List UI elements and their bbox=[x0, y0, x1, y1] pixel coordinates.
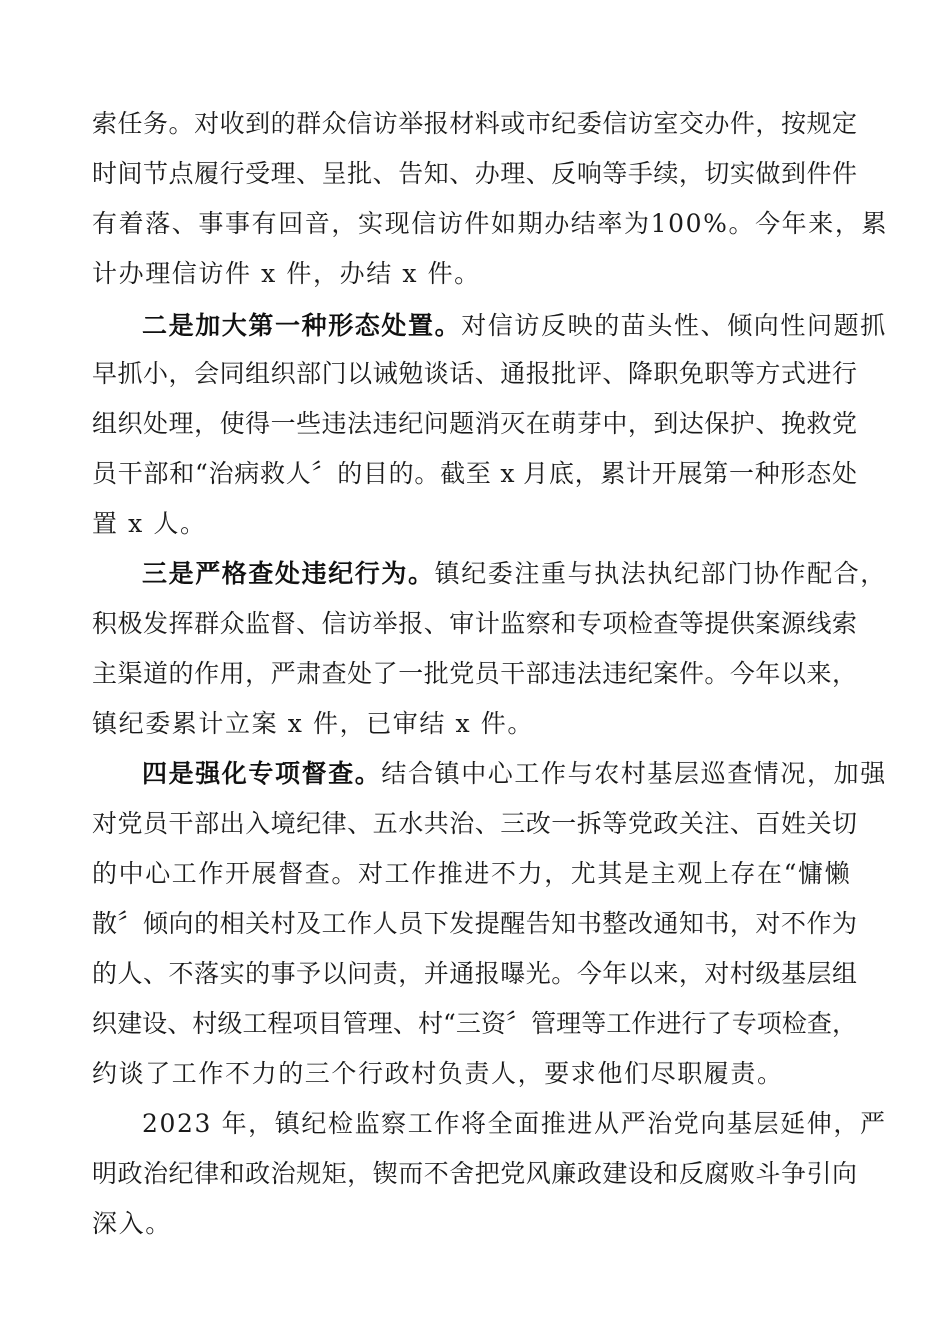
text-line: 索任务。对收到的群众信访举报材料或市纪委信访室交办件，按规定 bbox=[92, 109, 857, 138]
text-line: 明政治纪律和政治规矩，锲而不舍把党风廉政建设和反腐败斗争引向 bbox=[92, 1159, 857, 1188]
text-line bbox=[142, 306, 887, 346]
text-line: 约谈了工作不力的三个行政村负责人，要求他们尽职履责。 bbox=[92, 1059, 784, 1088]
text-line: 置 x 人。 bbox=[92, 509, 207, 538]
text-line: 对党员干部出入境纪律、五水共治、三改一拆等党政关注、百姓关切 bbox=[92, 809, 857, 838]
text-line: 有着落、事事有回音，实现信访件如期办结率为100%。今年来，累 bbox=[92, 209, 889, 238]
text-line: 织建设、村级工程项目管理、村“三资〞管理等工作进行了专项检查， bbox=[92, 1009, 857, 1038]
text-line: 的人、不落实的事予以问责，并通报曝光。今年以来，对村级基层组 bbox=[92, 959, 857, 988]
text-line: 积极发挥群众监督、信访举报、审计监察和专项检查等提供案源线索 bbox=[92, 609, 857, 638]
heading-continuation: 镇纪委注重与执法执纪部门协作配合， bbox=[434, 559, 887, 588]
text-line bbox=[142, 554, 887, 594]
section-heading: 四是强化专项督查。 bbox=[142, 759, 382, 788]
text-line: 主渠道的作用，严肃查处了一批党员干部违法违纪案件。今年以来， bbox=[92, 659, 857, 688]
text-line: 镇纪委累计立案 x 件，已审结 x 件。 bbox=[92, 709, 534, 738]
text-line: 2023 年，镇纪检监察工作将全面推进从严治党向基层延伸，严 bbox=[142, 1109, 887, 1138]
text-line: 员干部和“治病救人〞的目的。截至 x 月底，累计开展第一种形态处 bbox=[92, 459, 857, 488]
text-line: 的中心工作开展督查。对工作推进不力，尤其是主观上存在“慵懒 bbox=[92, 859, 852, 888]
section-heading: 三是严格查处违纪行为。 bbox=[142, 559, 435, 588]
text-line: 早抓小，会同组织部门以诫勉谈话、通报批评、降职免职等方式进行 bbox=[92, 359, 857, 388]
text-line bbox=[142, 754, 887, 794]
heading-continuation: 结合镇中心工作与农村基层巡查情况，加强 bbox=[381, 759, 887, 788]
text-line: 散〞倾向的相关村及工作人员下发提醒告知书整改通知书，对不作为 bbox=[92, 909, 857, 938]
text-line: 时间节点履行受理、呈批、告知、办理、反响等手续，切实做到件件 bbox=[92, 159, 857, 188]
text-line: 深入。 bbox=[92, 1209, 172, 1238]
heading-continuation: 对信访反映的苗头性、倾向性问题抓 bbox=[461, 311, 887, 340]
text-line: 组织处理，使得一些违法违纪问题消灭在萌芽中，到达保护、挽救党 bbox=[92, 409, 857, 438]
section-heading: 二是加大第一种形态处置。 bbox=[142, 311, 462, 340]
text-line: 计办理信访件 x 件，办结 x 件。 bbox=[92, 259, 481, 288]
